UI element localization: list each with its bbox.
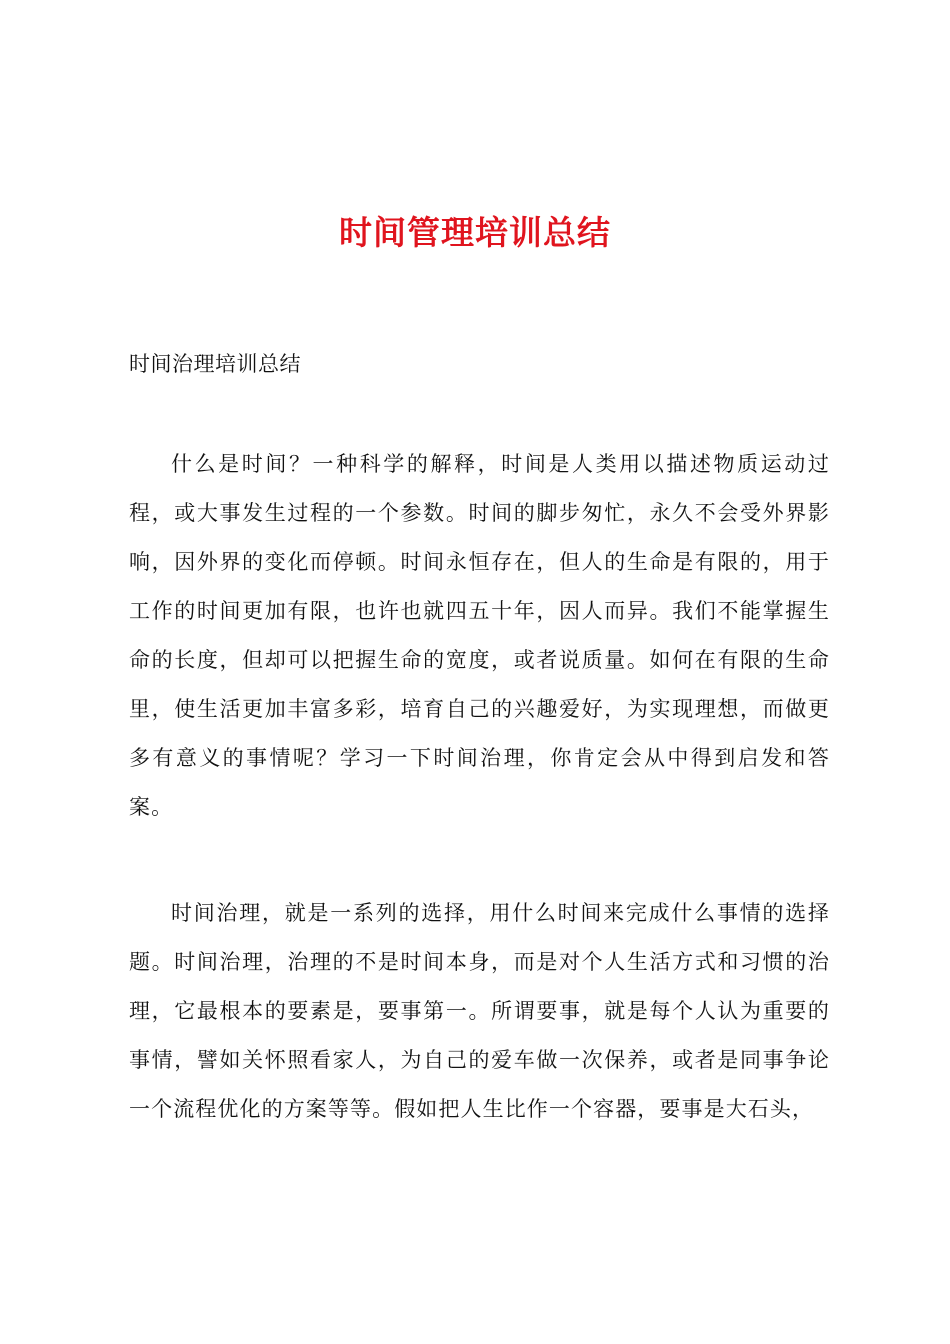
- document-subtitle: 时间治理培训总结: [129, 352, 301, 376]
- document-title: 时间管理培训总结: [339, 213, 611, 252]
- body-paragraph-2: 时间治理，就是一系列的选择，用什么时间来完成什么事情的选择题。时间治理，治理的不是时间本身，而是对个人生活方式和习惯的治理，它最根本的要素是，要事第一。所谓要事，就是每个人认为重要的事情，譬如关怀照看家人，为自己的爱车做一次保养，或者是同事争论一个流程优化的方案等等。假如把人生比作一个容器，要事是大石头，: [129, 901, 830, 1121]
- body-paragraph-1: 什么是时间？一种科学的解释，时间是人类用以描述物质运动过程，或大事发生过程的一个参数。时间的脚步匆忙，永久不会受外界影响，因外界的变化而停顿。时间永恒存在，但人的生命是有限的，用于工作的时间更加有限，也许也就四五十年，因人而异。我们不能掌握生命的长度，但却可以把握生命的宽度，或者说质量。如何在有限的生命里，使生活更加丰富多彩，培育自己的兴趣爱好，为实现理想，而做更多有意义的事情呢？学习一下时间治理，你肯定会从中得到启发和答案。: [129, 452, 830, 819]
